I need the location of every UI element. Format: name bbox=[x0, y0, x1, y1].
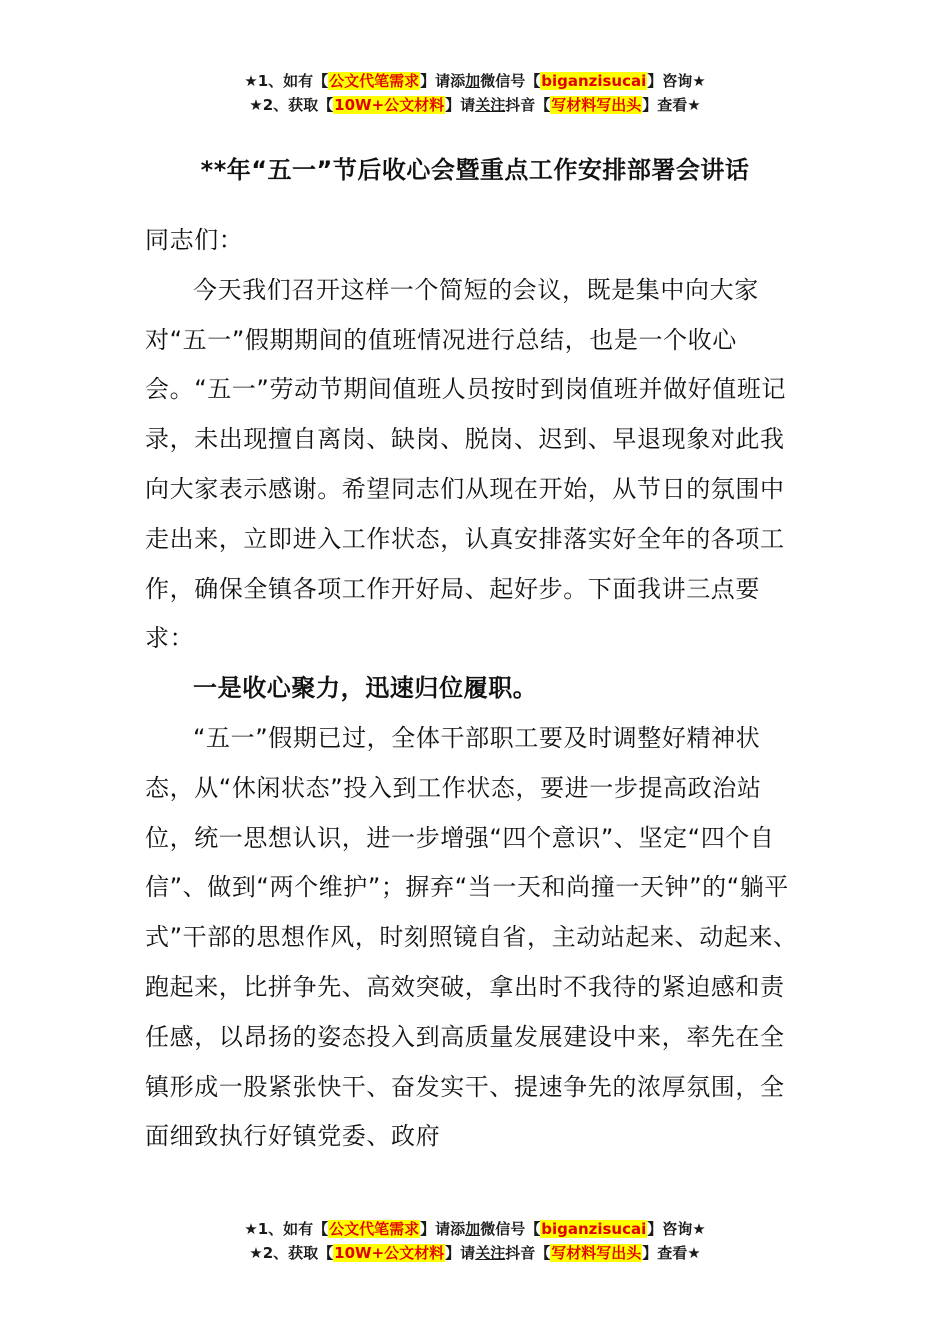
paragraph-intro: 今天我们召开这样一个简短的会议，既是集中向大家对“五一”假期期间的值班情况进行总结，也是一个收心会。“五一”劳动节期间值班人员按时到岗值班并做好值班记录，未出现擅自离岗、缺岗、脱岗、迟到、早退现象对此我向大家表示感谢。希望同志们从现在开始，从节日的氛围中走出来，立即进入工作状态，认真安排落实好全年的各项工作，确保全镇各项工作开好局、起好步。下面我讲三点要求： bbox=[145, 275, 787, 653]
star-icon: ★ bbox=[244, 1220, 258, 1238]
salutation: 同志们： bbox=[145, 226, 244, 254]
star-icon: ★ bbox=[692, 72, 706, 90]
banner-line-2: ★2、获取【10W+公文材料】请关注抖音【写材料写出头】查看★ bbox=[249, 96, 701, 114]
highlight-service: 公文代笔需求 bbox=[329, 72, 420, 90]
highlight-materials: 10W+公文材料 bbox=[334, 1244, 445, 1262]
banner-line-1: ★1、如有【公文代笔需求】请添加微信号【biganzisucai】咨询★ bbox=[244, 1220, 706, 1238]
section-heading-1: 一是收心聚力，迅速归位履职。 bbox=[193, 674, 538, 703]
document-body bbox=[145, 216, 807, 1162]
header-banner bbox=[0, 69, 950, 117]
star-icon: ★ bbox=[249, 96, 263, 114]
star-icon: ★ bbox=[244, 72, 258, 90]
highlight-douyin-account: 写材料写出头 bbox=[551, 1244, 642, 1262]
paragraph-section-1: “五一”假期已过，全体干部职工要及时调整好精神状态，从“休闲状态”投入到工作状态，要进一步提高政治站位，统一思想认识，进一步增强“四个意识”、坚定“四个自信”、做到“两个维护”；摒弃“当一天和尚撞一天钟”的“躺平式”干部的思想作风，时刻照镜自省，主动站起来、动起来、跑起来，比拼争先、高效突破，拿出时不我待的紧迫感和责任感，以昂扬的姿态投入到高质量发展建设中来，率先在全镇形成一股紧张快干、奋发实干、提速争先的浓厚氛围，全面细致执行好镇党委、政府 bbox=[145, 723, 798, 1151]
highlight-wechat-id: biganzisucai bbox=[541, 1220, 647, 1238]
banner-line-2: ★2、获取【10W+公文材料】请关注抖音【写材料写出头】查看★ bbox=[249, 1244, 701, 1262]
star-icon: ★ bbox=[687, 1244, 701, 1262]
highlight-douyin-account: 写材料写出头 bbox=[551, 96, 642, 114]
banner-line-1: ★1、如有【公文代笔需求】请添加微信号【biganzisucai】咨询★ bbox=[244, 72, 706, 90]
highlight-materials: 10W+公文材料 bbox=[334, 96, 445, 114]
star-icon: ★ bbox=[249, 1244, 263, 1262]
document-title: **年“五一”节后收心会暨重点工作安排部署会讲话 bbox=[200, 156, 750, 184]
footer-banner bbox=[0, 1217, 950, 1265]
star-icon: ★ bbox=[687, 96, 701, 114]
highlight-service: 公文代笔需求 bbox=[329, 1220, 420, 1238]
star-icon: ★ bbox=[692, 1220, 706, 1238]
highlight-wechat-id: biganzisucai bbox=[541, 72, 647, 90]
